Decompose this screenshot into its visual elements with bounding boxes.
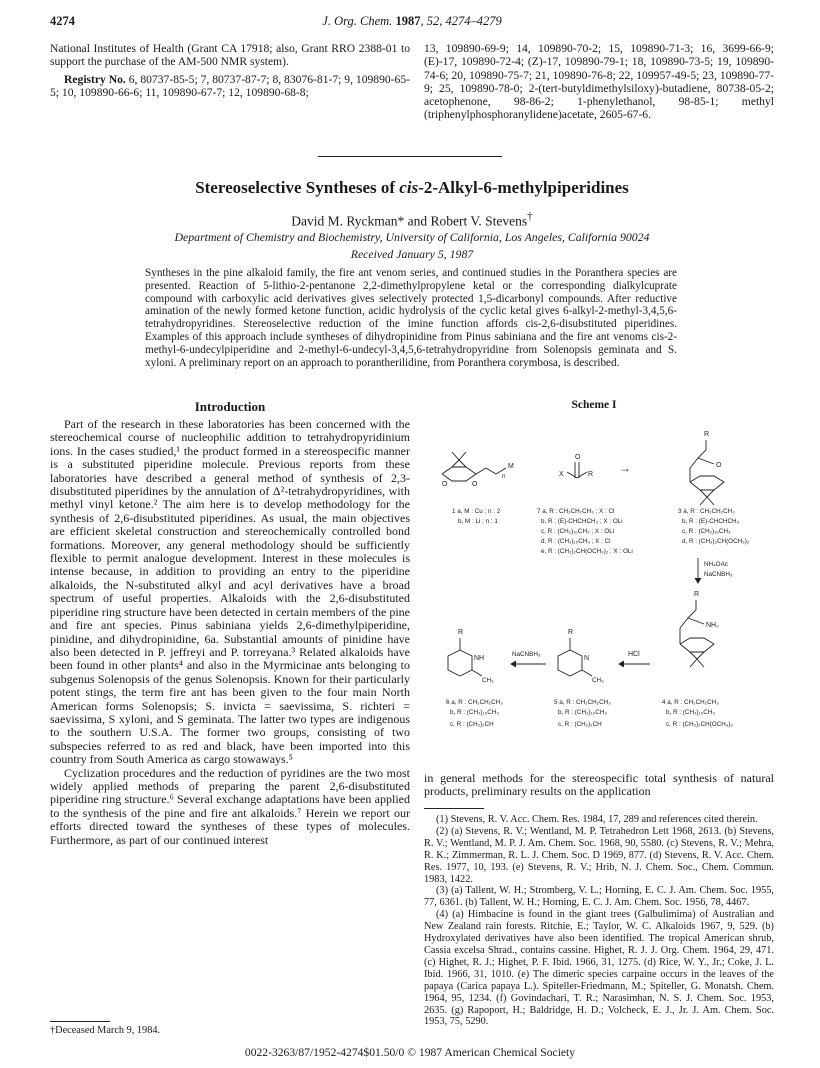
author-names: David M. Ryckman* and Robert V. Stevens xyxy=(291,213,528,229)
title-prefix: Stereoselective Syntheses of xyxy=(195,178,400,197)
journal-citation: J. Org. Chem. 1987, 52, 4274–4279 xyxy=(322,14,502,28)
reagent-hcl: HCl xyxy=(628,651,640,658)
references xyxy=(424,814,774,1028)
compound-7b-label: b, R : (E)-CHCHCH₃ ; X : OLi xyxy=(541,518,623,525)
label-o-3: O xyxy=(716,462,722,469)
compound-4c-label: c, R : (CH₂)₂CH(OCH₃)₂ xyxy=(666,721,733,728)
compound-1-structure xyxy=(442,452,514,488)
compound-7-structure xyxy=(559,454,593,478)
label-o-1a: O xyxy=(442,481,448,488)
compound-5a-label: 5 a, R : CH₂CH₂CH₃ xyxy=(554,699,611,706)
compound-3a-label: 3 a, R : CH₂CH₂CH₃ xyxy=(678,508,735,515)
label-ch3-6: CH₃ xyxy=(482,677,494,684)
label-nh2: NH₂ xyxy=(706,622,719,629)
top-right-column xyxy=(424,42,774,122)
label-m: M xyxy=(508,463,514,470)
introduction-body xyxy=(50,418,410,847)
affiliation: Department of Chemistry and Biochemistry, University of California, Los Angeles, California 90024 xyxy=(174,230,650,244)
compound-6-structure xyxy=(448,629,494,684)
compound-3-labels xyxy=(678,508,750,545)
registry-continued: 13, 109890-69-9; 14, 109890-70-2; 15, 109890-71-3; 16, 3699-66-9; (E)-17, 109890-72-4; (Z)-17, 109890-79-1; 18, 109890-73-5; 19, 109890-74-6; 20, 109890-75-7; 21, 109890-76-8; 22, 109957-49-5; 23, 109890-77-9; 25, 109890-78-0; 2-(tert-butyldimethylsiloxy)-butadiene, 80738-05-2; acetophenone, 98-86-2; 1-phenylethanol, 98-85-1; methyl (triphenylphosphoranylidene)acetate, 2605-67-6. xyxy=(424,42,774,122)
compound-6a-label: 6 a, R : CH₂CH₂CH₃ xyxy=(446,699,503,706)
acknowledgment-text: National Institutes of Health (Grant CA 17918; also, Grant RRO 2388-01 to support the purchase of the AM-500 NMR system). xyxy=(50,42,410,69)
label-o-1b: O xyxy=(472,481,478,488)
compound-3c-label: c, R : (CH₂)₁₀CH₃ xyxy=(682,528,731,535)
registry-label: Registry No. xyxy=(64,72,126,86)
compound-5-structure xyxy=(558,629,604,684)
article-title xyxy=(50,178,774,198)
title-italic: cis xyxy=(399,178,419,197)
copyright-line: 0022-3263/87/1952-4274$01.50/0 © 1987 American Chemical Society xyxy=(244,1046,576,1059)
label-r-7: R xyxy=(588,471,594,478)
label-o-7: O xyxy=(575,454,581,461)
reagent-nacnbh3-2: NaCNBH₃ xyxy=(512,651,541,658)
label-n: n xyxy=(502,473,506,480)
compound-3b-label: b, R : (E)-CHCHCH₃ xyxy=(682,518,740,525)
scheme-title: Scheme I xyxy=(571,399,617,411)
compound-7c-label: c, R : (CH₂)₁₀CH₃ ; X : OLi xyxy=(541,528,615,535)
introduction-heading: Introduction xyxy=(194,399,266,414)
reference-3: (3) (a) Tallent, W. H.; Stromberg, V. L.; Horning, E. C. J. Am. Chem. Soc. 1955, 77, 6361. (b) Tallent, W. H.; Horning, E. C. J. Am. Chem. Soc. 1956, 78, 4467. xyxy=(424,885,774,909)
compound-4-labels xyxy=(662,699,733,728)
compound-6b-label: b, R : (CH₂)₁₀CH₃ xyxy=(450,709,499,716)
compound-4-structure xyxy=(680,591,719,667)
label-r-3: R xyxy=(704,431,710,438)
reductive-amination-reagents xyxy=(695,558,733,583)
footnote: †Deceased March 9, 1984. xyxy=(50,1025,161,1036)
right-column-body: in general methods for the stereospecific total synthesis of natural products, preliminary results on the application xyxy=(424,771,774,799)
compound-1a-label: 1 a, M : Cu ; n : 2 xyxy=(452,508,501,515)
compound-1-labels xyxy=(452,508,501,525)
authors xyxy=(50,211,774,230)
references-divider xyxy=(424,808,484,809)
introduction-paragraph-2: Cyclization procedures and the reduction of pyridines are the two most widely applied methods of preparing the parent 2,6-disubstituted piperidine ring structure.⁶ Several exchange adaptations have been applied to the synthesis of the pine and fire ant alkaloids.⁷ Herein we report our efforts directed toward the syntheses of these types of molecules. Furthermore, as part of our continued interest xyxy=(50,765,410,847)
registry-text: 6, 80737-85-5; 7, 80737-87-7; 8, 83076-81-7; 9, 109890-65-5; 10, 109890-66-6; 11, 109890-67-7; 12, 109890-68-8; xyxy=(50,72,410,99)
running-header xyxy=(50,14,774,34)
compound-4b-label: b, R : (CH₂)₁₀CH₃ xyxy=(666,709,715,716)
footnote-divider xyxy=(50,1021,110,1022)
label-r-6: R xyxy=(458,629,464,636)
section-divider xyxy=(318,156,502,157)
compound-6-labels xyxy=(446,699,503,728)
compound-6c-label: c, R : (CH₂)₂CH xyxy=(450,721,494,728)
journal-pages: , 4274–4279 xyxy=(439,14,502,28)
compound-7d-label: d, R : (CH₂)₁₀CH₃ ; X : Cl xyxy=(541,538,611,545)
journal-volume: 52 xyxy=(426,14,440,28)
reagent-nacnbh3-1: NaCNBH₃ xyxy=(704,571,733,578)
scheme-figure xyxy=(422,412,766,774)
compound-5b-label: b, R : (CH₂)₁₀CH₃ xyxy=(558,709,607,716)
compound-3-structure xyxy=(690,431,724,505)
reagent-nh4oac: NH₄OAc xyxy=(704,561,728,568)
compound-7e-label: e, R : (CH₂)₂CH(OCH₃)₂ ; X : OLi xyxy=(541,548,633,555)
compound-4a-label: 4 a, R : CH₂CH₂CH₃ xyxy=(662,699,719,706)
abstract: Syntheses in the pine alkaloid family, the fire ant venom series, and continued studies in the Poranthera species are presented. Reaction of 5-lithio-2-pentanone 2,2-dimethylpropylene ketal or the corresponding dialkylcuprate compound with carboxylic acid derivatives gives selectively protected 1,5-dicarbonyl compounds. After reductive amination of the newly formed ketone function, acidic hydrolysis of the cyclic ketal gives 6-alkyl-2-methyl-3,4,5,6-tetrahydropyridines. Stereoselective reduction of the imine function affords cis-2,6-disubstituted piperidines. Examples of this approach include syntheses of dihydropinidine from Pinus sabiniana and the fire ant venoms cis-2-methyl-6-undecylpiperidine and 2-methyl-6-undecyl-3,4,5,6-tetrahydropyridine from Solenopsis geminata and S. xyloni. A preliminary report on an approach to porantherilidine, from Poranthera corymbosa, is described. xyxy=(145,267,677,369)
label-r-5: R xyxy=(568,629,574,636)
received-date: Received January 5, 1987 xyxy=(350,247,474,261)
reference-4: (4) (a) Himbacine is found in the giant trees (Galbulimima) of Australian and New Zealand rain forests. Ritchie, E.; Taylor, W. C. Alkaloids 1967, 9, 529. (b) Hydroxylated derivatives have also been identified. The tropical American shrub, Cassia excelsa Shrad., contains cassine. Highet, R. J. J. Org. Chem. 1964, 29, 471. (c) Highet, R. J.; Highet, P. F. Ibid. 1966, 31, 1275. (d) Rice, W. Y., Jr.; Coke, J. L. Ibid. 1966, 31, 1010. (e) The dimeric species carpaine occurs in the leaves of the papaya (Carica papaya L.). Spiteller-Friedmann, M.; Spiteller, G. Monatsh. Chem. 1964, 95, 1234. (f) Govindachari, T. R.; Narasimhan, N. S. J. Chem. Soc. 1953, 2635. (g) Rapoport, H.; Baldridge, H. D.; Volcheck, E. J., Jr. J. Am. Chem. Soc. 1953, 75, 5290. xyxy=(424,909,774,1028)
compound-1b-label: b, M : Li ; n : 1 xyxy=(458,518,498,525)
arrow-1-to-3: → xyxy=(619,461,631,475)
label-r-4: R xyxy=(694,591,700,598)
title-suffix: -2-Alkyl-6-methylpiperidines xyxy=(418,178,629,197)
compound-7-labels xyxy=(537,508,633,555)
top-left-column xyxy=(50,42,410,99)
label-x: X xyxy=(559,471,564,478)
compound-7a-label: 7 a, R : CH₂CH₂CH₃ ; X : Cl xyxy=(537,508,615,515)
compound-3d-label: d, R : (CH₂)₂CH(OCH₃)₂ xyxy=(682,538,750,545)
author-dagger: † xyxy=(527,211,533,223)
introduction-paragraph-1: Part of the research in these laboratories has been concerned with the stereochemical course of nucleophilic addition to tetrahydropyridinium ions. In the cases studied,¹ the product formed in a stereospecific manner is a substituted piperidine molecule. Previous reports from these laboratories have described a general method of synthesis of 2,3-disubstituted piperidines by the annulation of Δ²-tetrahydropyridines, with methyl vinyl ketone.² The aim here is to develop methodology for the synthesis of 2,6-disubstituted piperidines. As usual, the main objectives are efficient skeletal construction and stereochemically controlled bond formations. Moreover, any general methodology should be sufficiently flexible to permit analogue development. Interest in these molecules is intense because, in addition to providing an entry to the piperidine alkaloids, the N-substituted alkyl and acyl derivatives have a broad spectrum of useful properties. Alkaloids with the 2,6-disubstituted piperidine ring structure have been detected in certain members of the pine and fire ant species. Pinus sabiniana yields 2,6-dimethylpiperidine, pinidine, and dihydropinidine, 6a. Substantial amounts of pinidine have also been detected in P. jeffreyi and P. torreyana.³ Related alkaloids have been found in other plants⁴ and also in the Myrmicinae ants belonging to subgenus Solenopsis of the genus Solenopsis. Known for their particularly potent stings, the term fire ant has been given to the four main North American forms Solenopsis; S. invicta = saevissima, S. richteri = saevissima, S xyloni, and S geminata. The latter two types are indigenous to the southern U.S.A. The former two groups, consisting of two subspecies referred to as red and black, have been imported into this country from South America as cargo stowaways.⁵ xyxy=(50,417,410,767)
journal-name: J. Org. Chem. xyxy=(322,14,393,28)
registry-numbers xyxy=(50,73,410,100)
label-n: N xyxy=(584,655,590,662)
label-ch3-5: CH₃ xyxy=(592,677,604,684)
reaction-scheme-drawing xyxy=(422,412,766,774)
compound-5-labels xyxy=(554,699,611,728)
reference-2: (2) (a) Stevens, R. V.; Wentland, M. P. Tetrahedron Lett 1968, 2613. (b) Stevens, R. V.; Wentland, M. P. J. Am. Chem. Soc. 1968, 90, 5580. (c) Stevens, R. V.; Mehra, R. K.; Zimmerman, R. L. J. Chem. Soc. D 1969, 877. (d) Stevens, R. V. Acc. Chem. Res. 1977, 10, 193. (e) Stevens, R. V.; Hrib, N. J. Chem. Soc., Chem. Commun. 1983, 1422. xyxy=(424,825,774,885)
label-nh: NH xyxy=(474,655,485,662)
journal-year: 1987 xyxy=(395,14,421,28)
page-number: 4274 xyxy=(50,14,75,28)
compound-5c-label: c, R : (CH₂)₂CH xyxy=(558,721,602,728)
reference-1: (1) Stevens, R. V. Acc. Chem. Res. 1984, 17, 289 and references cited therein. xyxy=(436,814,758,825)
